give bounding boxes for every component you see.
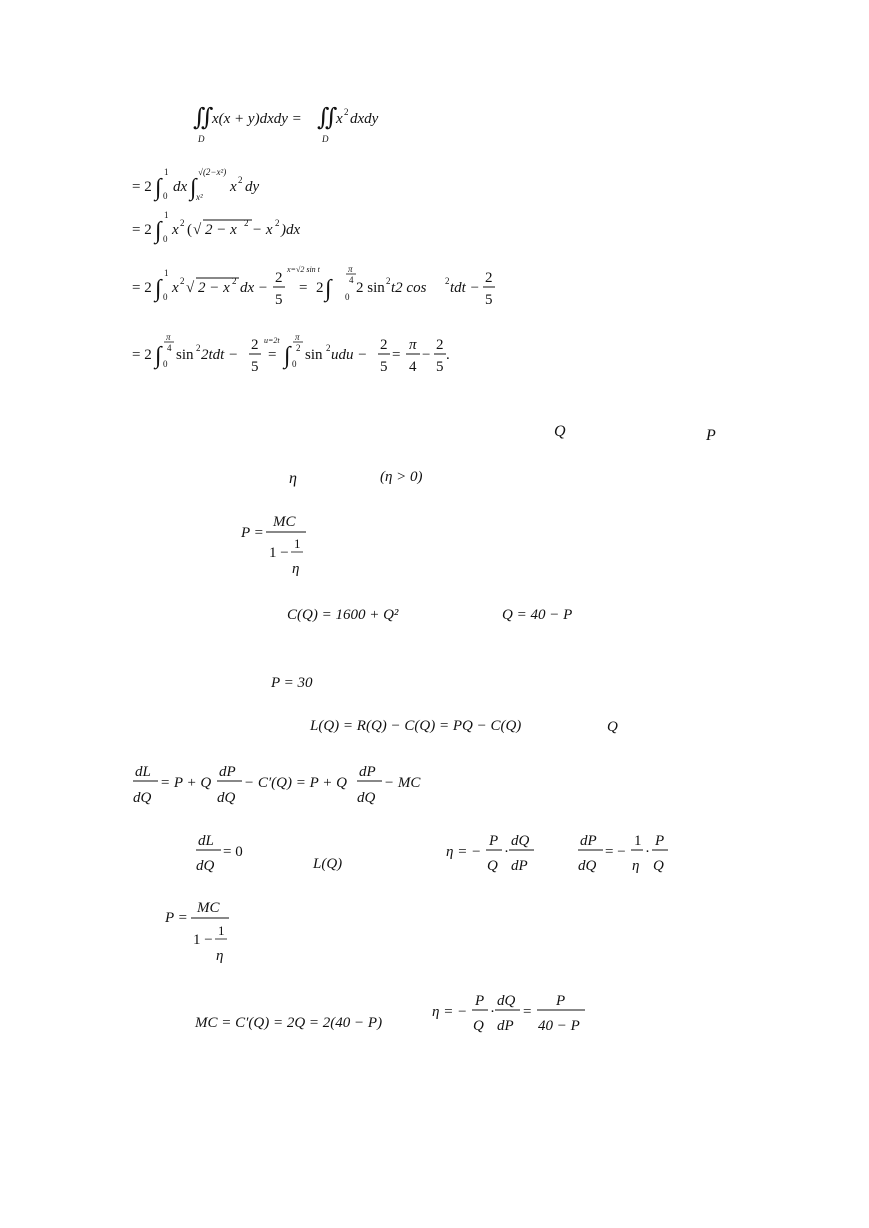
equation-price-markup-1 bbox=[240, 514, 306, 577]
lower-limit: x² bbox=[196, 192, 203, 202]
price-answer: P = 30 bbox=[271, 675, 313, 691]
fraction-denominator: 5 bbox=[275, 292, 283, 308]
substitution-label: u=2t bbox=[264, 336, 280, 345]
equation-price-markup-2 bbox=[164, 900, 229, 964]
integral-symbol: ∫ bbox=[325, 276, 332, 302]
coefficient: 2 bbox=[316, 280, 324, 296]
fraction-denominator: 5 bbox=[380, 359, 388, 375]
integrand-text: x bbox=[172, 222, 179, 238]
expression-text: η = − bbox=[432, 1004, 468, 1020]
lower-limit: 0 bbox=[163, 191, 168, 201]
upper-limit: π bbox=[348, 264, 353, 274]
fraction-numerator: P bbox=[489, 833, 499, 849]
lhs-text: P = bbox=[165, 910, 188, 926]
fraction-numerator: dL bbox=[135, 764, 151, 780]
integral-symbol: ∫ bbox=[284, 343, 291, 369]
exponent: 2 bbox=[445, 276, 450, 286]
minus-sign: − bbox=[422, 347, 431, 363]
symbol-Q: Q bbox=[607, 719, 618, 735]
integrand-text: udu − bbox=[331, 347, 368, 363]
fraction-numerator: dQ bbox=[511, 833, 530, 849]
substitution-label: x=√2 sin t bbox=[287, 265, 320, 274]
eta-positive-condition: (η > 0) bbox=[380, 469, 423, 485]
integral-symbol: ∫ bbox=[190, 175, 197, 201]
inner-numerator: 1 bbox=[294, 536, 301, 551]
fraction-denominator: Q bbox=[473, 1018, 484, 1034]
fraction-numerator: dP bbox=[580, 833, 597, 849]
lhs-text: P = bbox=[241, 525, 264, 541]
inner-denominator: η bbox=[216, 948, 224, 964]
integral-symbol: ∫ bbox=[155, 343, 162, 369]
dot-operator: · bbox=[490, 1004, 495, 1020]
equation-elasticity-value bbox=[432, 993, 585, 1034]
exponent: 2 bbox=[244, 218, 249, 228]
exponent: 2 bbox=[344, 107, 349, 117]
integrand-text: 2tdt − bbox=[201, 347, 239, 363]
exponent: 2 bbox=[326, 343, 331, 353]
lower-limit: 0 bbox=[292, 359, 297, 369]
period: . bbox=[446, 347, 450, 363]
fraction-numerator: 2 bbox=[485, 270, 493, 286]
demand-function: Q = 40 − P bbox=[502, 607, 573, 623]
sqrt-sign: √ bbox=[193, 222, 202, 238]
integrand-text: t2 cos bbox=[391, 280, 427, 296]
integrand-text: sin bbox=[305, 347, 323, 363]
fraction-numerator: P bbox=[556, 993, 566, 1009]
fraction-numerator: 2 bbox=[380, 337, 388, 353]
lower-limit: 0 bbox=[163, 292, 168, 302]
fraction-denominator: Q bbox=[653, 858, 664, 874]
fraction-denominator: dQ bbox=[196, 858, 215, 874]
expression-text: − MC bbox=[384, 775, 421, 791]
fraction-numerator: dL bbox=[198, 833, 214, 849]
inner-numerator: 1 bbox=[218, 923, 225, 938]
upper-limit: 4 bbox=[167, 343, 172, 353]
profit-symbol: L(Q) bbox=[313, 856, 343, 872]
paren: ( bbox=[187, 222, 192, 238]
fraction-numerator: dP bbox=[219, 764, 236, 780]
upper-limit: √(2−x²) bbox=[198, 167, 227, 177]
integrand-text: x bbox=[230, 179, 237, 195]
lower-limit: 0 bbox=[163, 359, 168, 369]
fraction-numerator: 2 bbox=[251, 337, 259, 353]
marginal-cost: MC = C′(Q) = 2Q = 2(40 − P) bbox=[195, 1015, 383, 1031]
equals-sign: = bbox=[523, 1004, 532, 1020]
exponent: 2 bbox=[180, 276, 185, 286]
upper-limit: π bbox=[166, 332, 171, 342]
fraction-denominator: 5 bbox=[251, 359, 259, 375]
upper-limit: 1 bbox=[164, 210, 169, 220]
upper-limit: π bbox=[295, 332, 300, 342]
dot-operator: · bbox=[504, 844, 509, 860]
prefix-text: = 2 bbox=[132, 347, 152, 363]
upper-limit: 1 bbox=[164, 268, 169, 278]
denominator-text: 1 − bbox=[269, 545, 289, 561]
fraction-denominator: dQ bbox=[357, 790, 376, 806]
integrand-text: )dx bbox=[281, 222, 301, 238]
integrand-text: dx − bbox=[240, 280, 269, 296]
region-D-subscript: D bbox=[198, 134, 205, 144]
integral-symbol: ∫ bbox=[155, 276, 162, 302]
profit-function: L(Q) = R(Q) − C(Q) = PQ − C(Q) bbox=[310, 718, 522, 734]
integrand-text: x bbox=[172, 280, 179, 296]
fraction-numerator: 1 bbox=[634, 833, 642, 849]
fraction-numerator: MC bbox=[273, 514, 296, 530]
exponent: 2 bbox=[238, 175, 243, 185]
equation-double-integral bbox=[193, 105, 379, 144]
exponent: 2 bbox=[180, 218, 185, 228]
integrand-text: 2 − x bbox=[198, 280, 230, 296]
double-integral-symbol: ∬ bbox=[317, 105, 338, 131]
fraction-denominator: dP bbox=[497, 1018, 514, 1034]
expression-text: = 0 bbox=[223, 844, 243, 860]
fraction-numerator: π bbox=[409, 337, 417, 353]
symbol-P: P bbox=[706, 427, 716, 444]
fraction-denominator: 40 − P bbox=[538, 1018, 580, 1034]
expression-text: = P + Q bbox=[160, 775, 212, 791]
integrand-text: dy bbox=[245, 179, 260, 195]
fraction-numerator: 2 bbox=[436, 337, 444, 353]
expression-text: η = − bbox=[446, 844, 482, 860]
fraction-denominator: dQ bbox=[217, 790, 236, 806]
integrand-text: 2 sin bbox=[356, 280, 385, 296]
symbol-eta: η bbox=[289, 470, 297, 487]
exponent: 2 bbox=[275, 218, 280, 228]
integrand-text: x bbox=[336, 111, 343, 127]
lower-limit: 0 bbox=[345, 292, 350, 302]
exponent: 2 bbox=[232, 276, 237, 286]
fraction-denominator: 4 bbox=[409, 359, 417, 375]
cost-function: C(Q) = 1600 + Q² bbox=[287, 607, 399, 623]
fraction-denominator: dQ bbox=[133, 790, 152, 806]
integrand-text: 2 − x bbox=[205, 222, 237, 238]
sqrt-sign: √ bbox=[186, 280, 195, 296]
fraction-denominator: 5 bbox=[436, 359, 444, 375]
integrand-text: dx bbox=[173, 179, 188, 195]
equation-line-5 bbox=[132, 332, 450, 375]
equation-line-3 bbox=[132, 210, 300, 245]
integrand-text: tdt − bbox=[450, 280, 480, 296]
equation-line-2 bbox=[132, 167, 260, 202]
integral-symbol: ∫ bbox=[155, 175, 162, 201]
inner-denominator: η bbox=[292, 561, 300, 577]
upper-limit: 1 bbox=[164, 167, 169, 177]
denominator-text: 1 − bbox=[193, 932, 213, 948]
expression-text: − C′(Q) = P + Q bbox=[244, 775, 347, 791]
equation-profit-derivative bbox=[133, 764, 421, 806]
integral-symbol: ∫ bbox=[155, 218, 162, 244]
prefix-text: = 2 bbox=[132, 222, 152, 238]
prefix-text: = 2 bbox=[132, 280, 152, 296]
fraction-denominator: dP bbox=[511, 858, 528, 874]
equals-sign: = bbox=[268, 347, 277, 363]
fraction-numerator: MC bbox=[197, 900, 220, 916]
fraction-numerator: dQ bbox=[497, 993, 516, 1009]
fraction-denominator: Q bbox=[487, 858, 498, 874]
dot-operator: · bbox=[645, 844, 650, 860]
region-D-subscript: D bbox=[322, 134, 329, 144]
equation-inverse-derivative bbox=[578, 833, 668, 874]
upper-limit: 2 bbox=[296, 343, 301, 353]
lower-limit: 0 bbox=[163, 234, 168, 244]
equation-first-order-condition bbox=[196, 833, 243, 874]
equation-elasticity-definition bbox=[446, 833, 534, 874]
equals-sign: = bbox=[299, 280, 308, 296]
fraction-denominator: 5 bbox=[485, 292, 493, 308]
symbol-Q: Q bbox=[554, 423, 566, 440]
exponent: 2 bbox=[196, 343, 201, 353]
expression-text: = − bbox=[605, 844, 626, 860]
fraction-numerator: dP bbox=[359, 764, 376, 780]
fraction-numerator: P bbox=[655, 833, 665, 849]
fraction-denominator: η bbox=[632, 858, 640, 874]
integrand-text: − x bbox=[252, 222, 273, 238]
exponent: 2 bbox=[386, 276, 391, 286]
upper-limit: 4 bbox=[349, 275, 354, 285]
equation-line-4 bbox=[132, 264, 495, 308]
integrand-text: x(x + y)dxdy = bbox=[212, 111, 302, 127]
fraction-numerator: 2 bbox=[275, 270, 283, 286]
integrand-text: dxdy bbox=[350, 111, 379, 127]
equals-sign: = bbox=[392, 347, 401, 363]
fraction-denominator: dQ bbox=[578, 858, 597, 874]
integrand-text: sin bbox=[176, 347, 194, 363]
fraction-numerator: P bbox=[475, 993, 485, 1009]
double-integral-symbol: ∬ bbox=[193, 105, 214, 131]
prefix-text: = 2 bbox=[132, 179, 152, 195]
